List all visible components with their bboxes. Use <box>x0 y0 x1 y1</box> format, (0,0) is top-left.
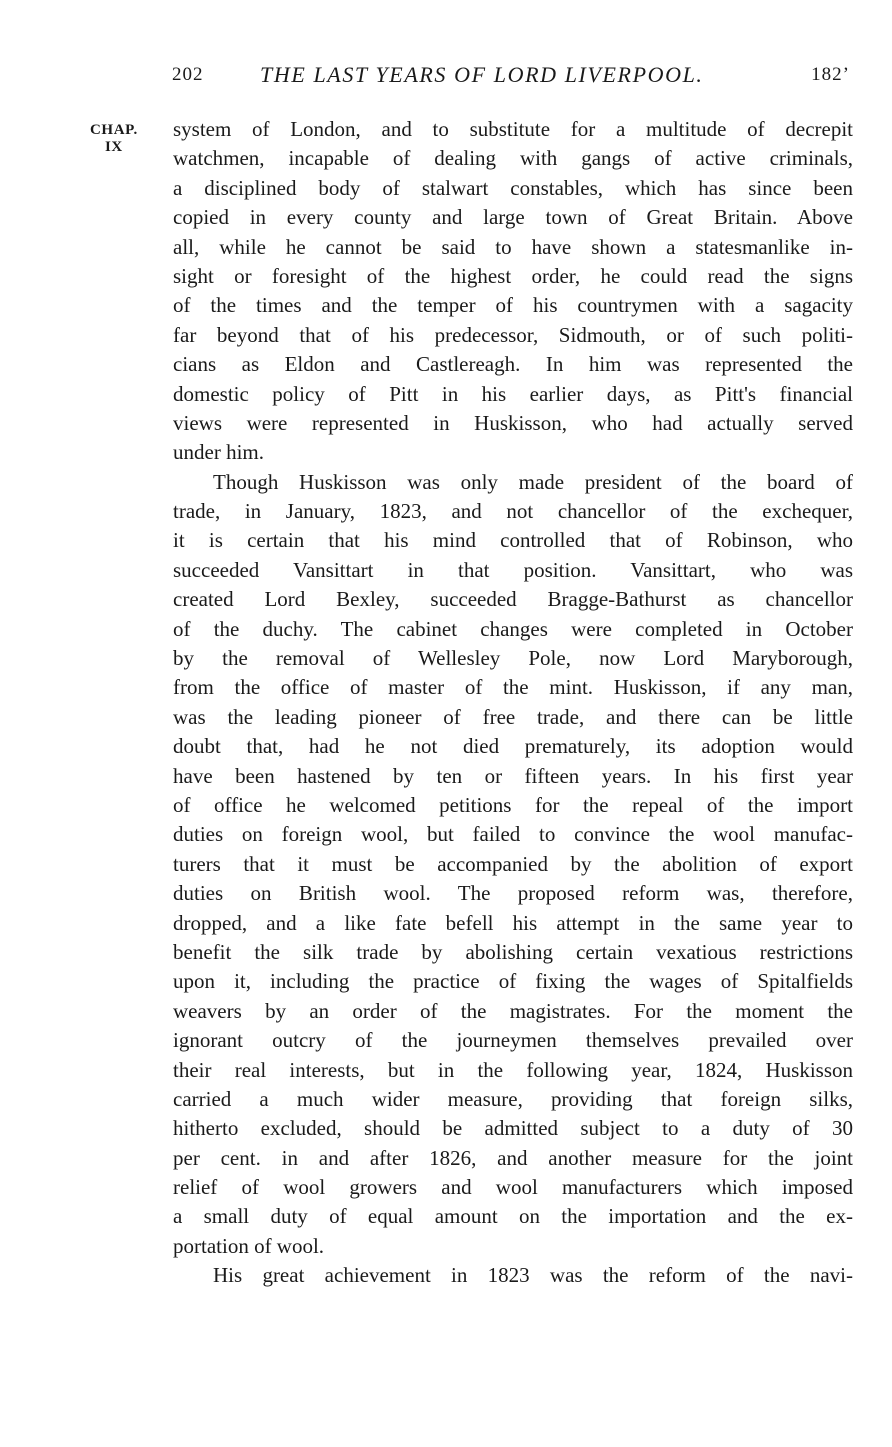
page-number: 202 <box>172 64 204 85</box>
text-line: per cent. in and after 1826, and another measure for the joint <box>173 1145 853 1170</box>
text-line: duties on British wool. The proposed reform was, therefore, <box>173 881 853 906</box>
text-line: by the removal of Wellesley Pole, now Lord Maryborough, <box>173 646 853 671</box>
text-line: all, while he cannot be said to have shown a statesmanlike in- <box>173 234 853 259</box>
text-line: of the times and the temper of his countrymen with a sagacity <box>173 293 853 318</box>
text-line: created Lord Bexley, succeeded Bragge-Bathurst as chancellor <box>173 587 853 612</box>
text-line: upon it, including the practice of fixing the wages of Spitalfields <box>173 969 853 994</box>
text-line: have been hastened by ten or fifteen years. In his first year <box>173 763 853 788</box>
text-line: duties on foreign wool, but failed to convince the wool manufac- <box>173 822 853 847</box>
text-line: copied in every county and large town of Great Britain. Above <box>173 205 853 230</box>
text-line: a small duty of equal amount on the importation and the ex- <box>173 1204 853 1229</box>
text-line: weavers by an order of the magistrates. For the moment the <box>173 998 853 1023</box>
text-line: system of London, and to substitute for a multitude of decrepit <box>173 117 853 141</box>
text-line: watchmen, incapable of dealing with gangs of active criminals, <box>173 146 853 171</box>
text-line: cians as Eldon and Castlereagh. In him was represented the <box>173 352 853 377</box>
chapter-number: IX <box>105 139 123 155</box>
text-line: succeeded Vansittart in that position. Vansittart, who was <box>173 557 853 582</box>
chapter-marker <box>90 122 138 156</box>
running-title: THE LAST YEARS OF LORD LIVERPOOL. <box>260 62 704 87</box>
chapter-label: CHAP. <box>90 122 138 138</box>
text-line: of the duchy. The cabinet changes were completed in October <box>173 616 853 641</box>
text-line: their real interests, but in the following year, 1824, Huskisson <box>173 1057 853 1082</box>
text-line: dropped, and a like fate befell his attempt in the same year to <box>173 910 853 935</box>
text-line: hitherto excluded, should be admitted subject to a duty of 30 <box>173 1116 853 1141</box>
text-line: turers that it must be accompanied by the abolition of export <box>173 851 853 876</box>
paragraph-end-line: portation of wool. <box>173 1233 325 1258</box>
paragraph-end-line: under him. <box>173 440 264 465</box>
running-head-year: 182’ <box>811 64 850 85</box>
text-line: views were represented in Huskisson, who had actually served <box>173 410 853 435</box>
running-head <box>172 62 854 92</box>
paragraph-start-line: His great achievement in 1823 was the reform of the navi- <box>213 1263 853 1288</box>
paragraph-start-line: Though Huskisson was only made president of the board of <box>213 469 853 494</box>
text-line: doubt that, had he not died prematurely, its adoption would <box>173 734 853 759</box>
text-line: domestic policy of Pitt in his earlier days, as Pitt's financial <box>173 381 853 406</box>
text-line: trade, in January, 1823, and not chancellor of the exchequer, <box>173 499 853 524</box>
text-line: of office he welcomed petitions for the repeal of the import <box>173 792 853 817</box>
text-line: far beyond that of his predecessor, Sidmouth, or of such politi- <box>173 322 853 347</box>
text-line: relief of wool growers and wool manufacturers which imposed <box>173 1175 853 1200</box>
text-line: carried a much wider measure, providing that foreign silks, <box>173 1086 853 1111</box>
text-line: a disciplined body of stalwart constables, which has since been <box>173 175 853 200</box>
body-text <box>173 115 853 1291</box>
text-line: was the leading pioneer of free trade, and there can be little <box>173 704 853 729</box>
text-line: sight or foresight of the highest order, he could read the signs <box>173 263 853 288</box>
text-line: it is certain that his mind controlled that of Robinson, who <box>173 528 853 553</box>
text-line: benefit the silk trade by abolishing certain vexatious restrictions <box>173 939 853 964</box>
text-line: from the office of master of the mint. Huskisson, if any man, <box>173 675 853 700</box>
text-line: ignorant outcry of the journeymen themselves prevailed over <box>173 1028 853 1053</box>
